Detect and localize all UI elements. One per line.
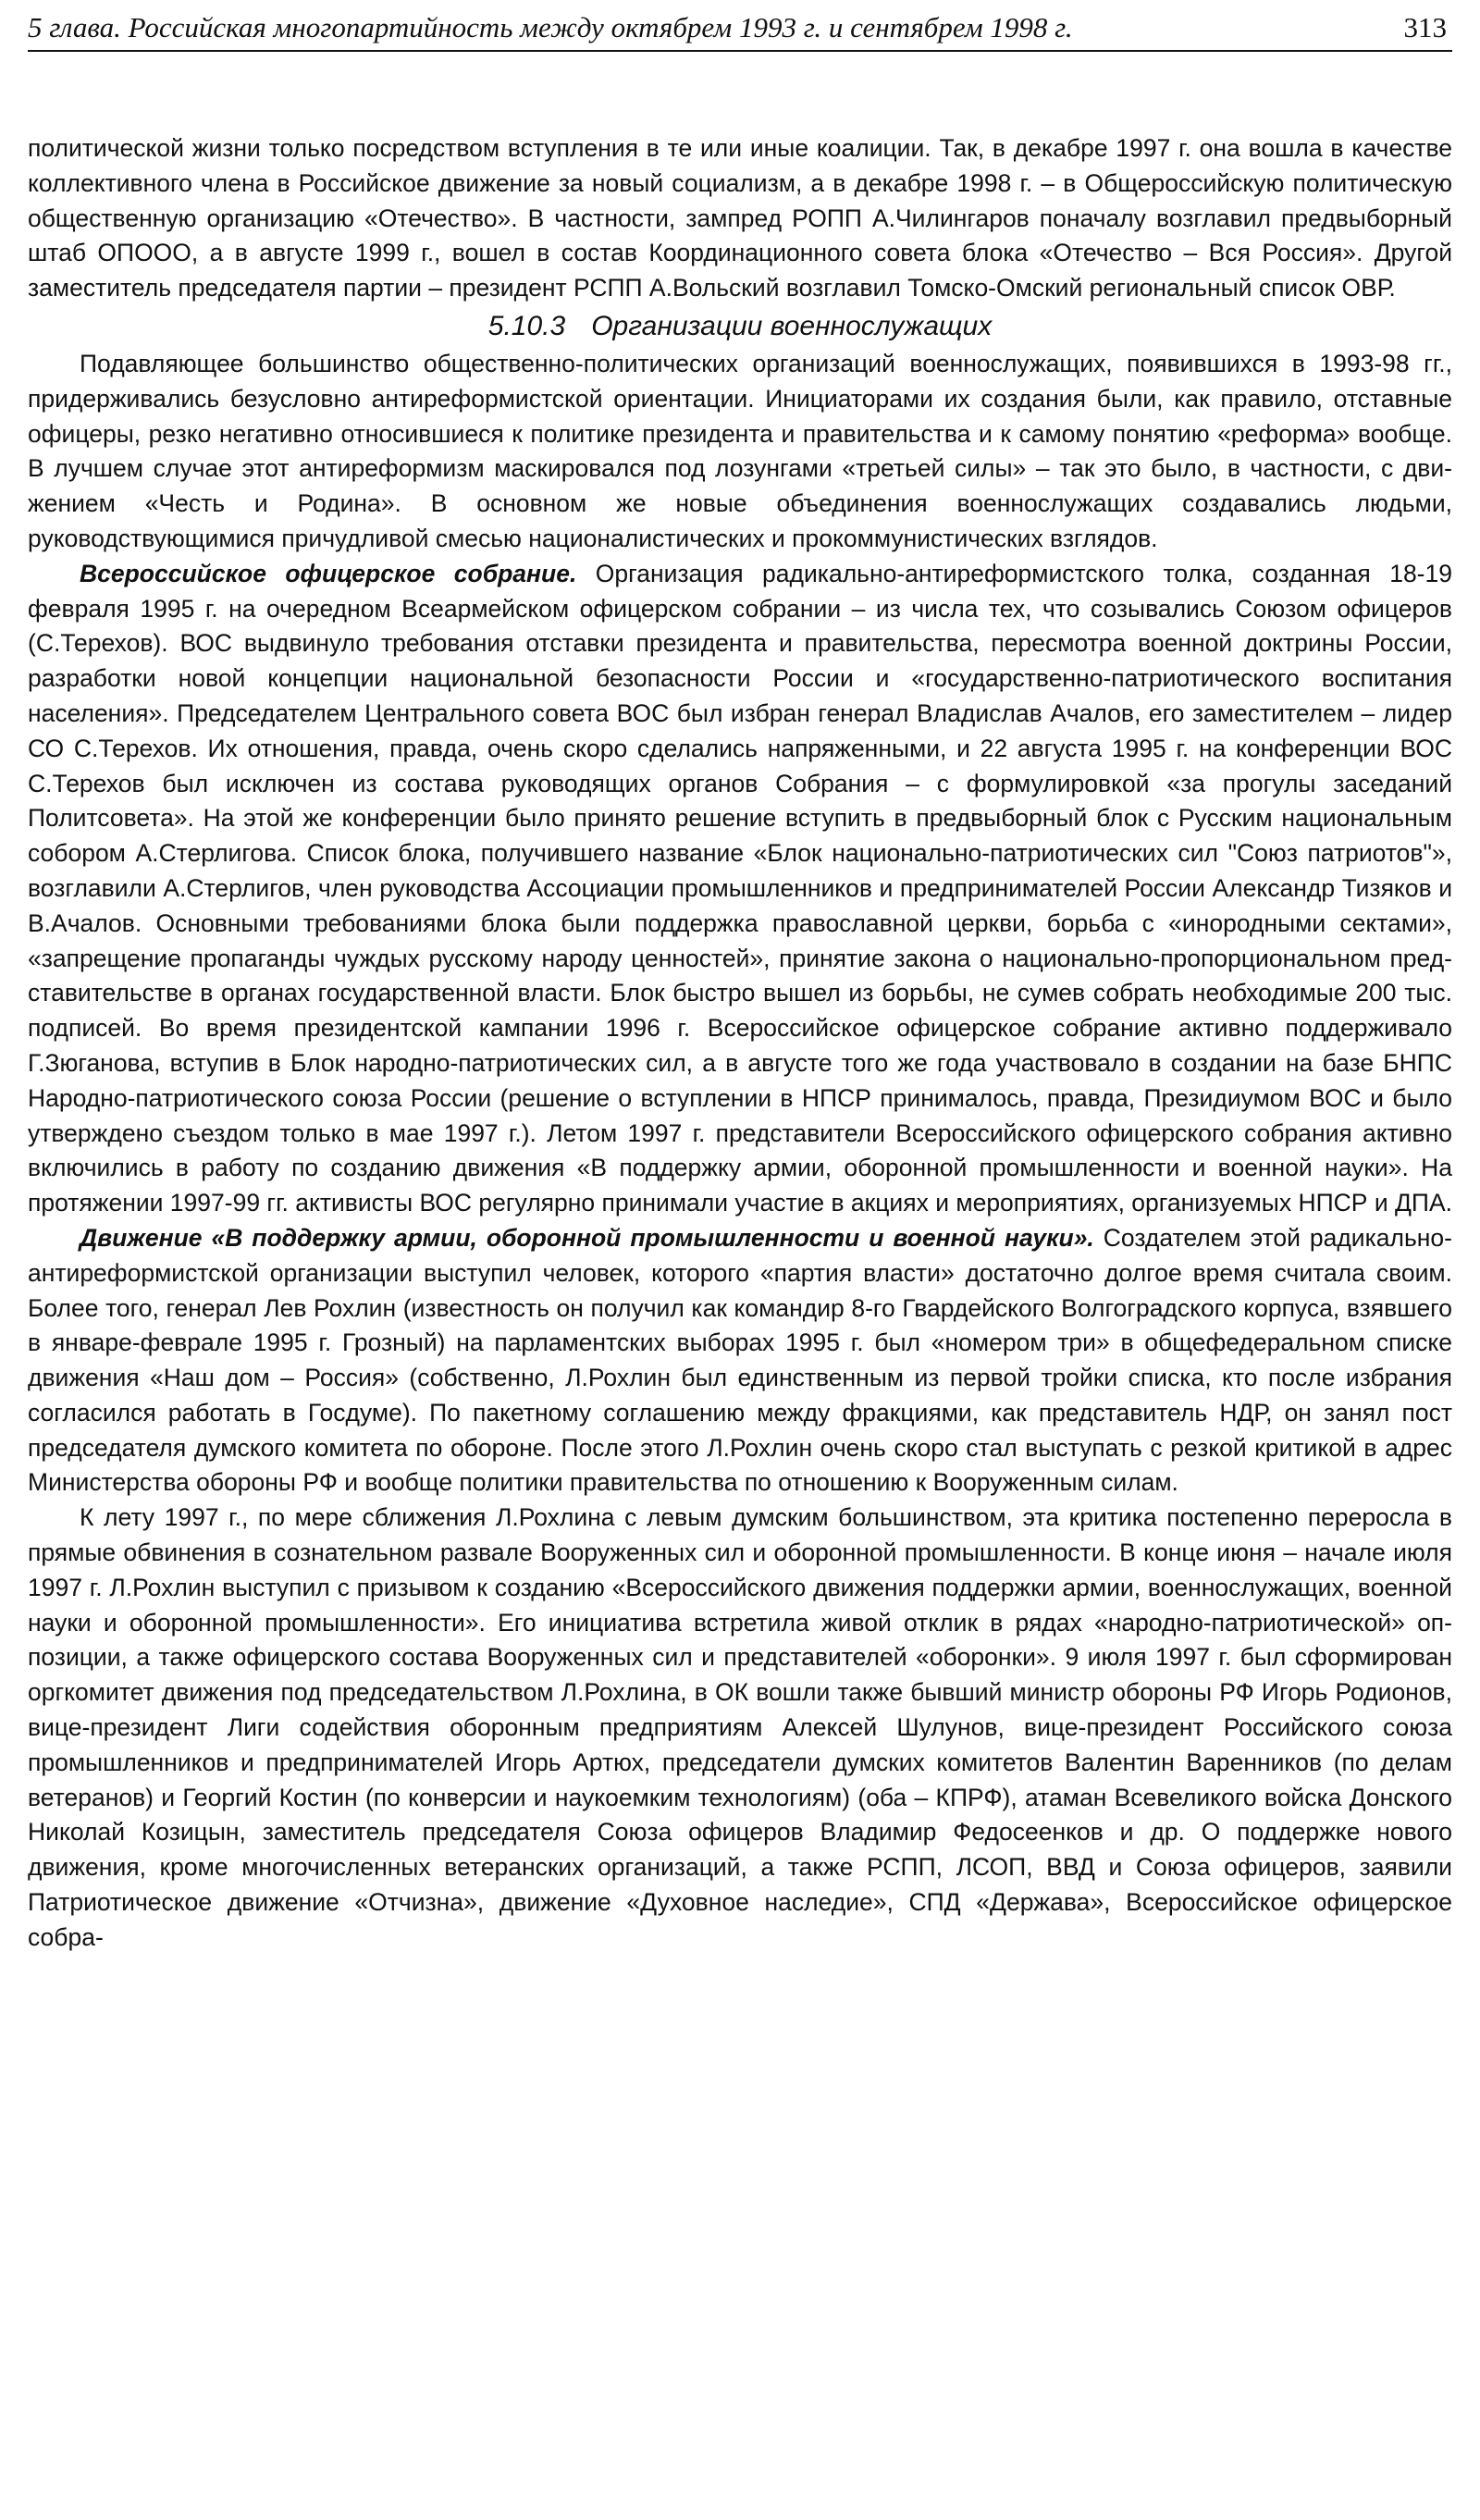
running-head <box>28 6 1452 52</box>
body-text <box>28 131 1452 1956</box>
paragraph-dpa <box>28 1221 1452 1501</box>
paragraph-continuation: политической жизни только посредством вступления в те или иные коалиции. Так, в декабре 1997 г. она вошла в качестве коллективного члена в Российское движение за новый социализм, а в декабре 1998 г. – в Общероссийскую политическую общественную организацию «Отечество». В частности, зампред РОПП А.Чилингаров поначалу возглавил предвыборный штаб ОПООО, а в августе 1999 г., вошел в состав Координационного совета блока «Отечество – Вся Россия». Другой заместитель председателя партии – президент РСПП А.Вольский возглавил Томско-Омский региональный список ОВР. <box>28 134 1452 303</box>
section-number: 5.10.3 <box>487 310 566 341</box>
paragraph-dpa-lead: Движение «В поддержку армии, оборонной промышленности и военной науки». <box>80 1223 1094 1252</box>
running-head-title: 5 глава. Российская многопартийность между октябрем 1993 г. и сентябрем 1998 г. <box>28 11 1073 43</box>
section-heading <box>28 306 1452 347</box>
paragraph-intro: Подавляющее большинство общественно-политических организаций военнослужащих, появившихся в 1993-98 гг., придерживались безусловно антиреформистской ориентации. Инициаторами их создания были, как правило, отставные офицеры, резко негативно относившиеся к политике президента и правительства и к самому понятию «реформа» вообще. В лучшем случае этот антиреформизм маскировался под лозунгами «третьей силы» – так это было, в частности, с движением «Честь и Родина». В основном же новые объединения военнослужащих создавались людьми, руководствующимися причудливой смесью националистических и прокоммунистических взглядов. <box>28 349 1452 552</box>
section-title: Организации военнослужащих <box>591 310 993 341</box>
paragraph-dpa-text: Создателем этой радикально-антиреформистской организации выступил человек, которого «партия власти» достаточно долгое время считала своим. Более того, генерал Лев Рохлин (известность он получил как командир 8-го Гвардейского Волгоградского корпуса, взявшего в январе-феврале 1995 г. Грозный) на парламентских выборах 1995 г. был «номером три» в общефедеральном списке движения «Наш дом – Россия» (собственно, Л.Рохлин был единственным из первой тройки списка, кто после избрания согласился работать в Госдуме). По пакетному соглашению между фракциями, как представитель НДР, он занял пост председателя думского комитета по обороне. После этого Л.Рохлин очень скоро стал выступать с резкой критикой в адрес Министерства обороны РФ и вообще политики правительства по отношению к Вооруженным силам. <box>28 1223 1452 1497</box>
page-number: 313 <box>1403 11 1447 43</box>
paragraph-vos-lead: Всероссийское офицерское собрание. <box>80 559 577 587</box>
paragraph-rokhlin: К лету 1997 г., по мере сближения Л.Рохлина с левым думским большинством, эта критика постепенно переросла в прямые обвинения в сознательном развале Вооруженных сил и оборонной промышленности. В конце июня – начале июля 1997 г. Л.Рохлин выступил с призывом к созданию «Всероссийского движения поддержки армии, военнослужащих, военной науки и оборонной промышленности». Его инициатива встретила живой отклик в рядах «народно-патриотической» оппозиции, а также офицерского состава Вооруженных сил и представителей «оборонки». 9 июля 1997 г. был сформирован оргкомитет движения под председательством Л.Рохлина, в ОК вошли также бывший министр обороны РФ Игорь Родионов, вице-президент Лиги содействия оборонным предприятиям Алексей Шулунов, вице-президент Российского союза промышленников и предпринимателей Игорь Артюх, председатели думских комитетов Валентин Варенников (по делам ветеранов) и Георгий Костин (по конверсии и наукоемким технологиям) (оба – КПРФ), атаман Всевеликого войска Донского Николай Козицын, заместитель председателя Союза офицеров Владимир Федосеенков и др. О поддержке нового движения, кроме многочисленных ветеранских организаций, а также РСПП, ЛСОП, ВВД и Союза офицеров, заявили Патриотическое движение «Отчизна», движение «Духовное наследие», СПД «Держава», Всероссийское офицерское собра- <box>28 1503 1452 1951</box>
paragraph-vos <box>28 557 1452 1221</box>
book-page <box>28 0 1452 2520</box>
paragraph-vos-text: Организация радикально-антиреформистского толка, созданная 18-19 февраля 1995 г. на очередном Всеармейском офицерском собрании – из числа тех, что созывались Союзом офицеров (С.Терехов). ВОС выдвинуло требования отставки президента и правительства, пересмотра военной доктрины России, разработки новой концепции национальной безопасности России и «государственно-патриотического воспитания населения». Председателем Центрального совета ВОС был избран генерал Владислав Ачалов, его заместителем – лидер СО С.Терехов. Их отношения, правда, очень скоро сделались напряженными, и 22 августа 1995 г. на конференции ВОС С.Терехов был исключен из состава руководящих органов Собрания – с формулировкой «за прогулы заседаний Политсовета». На этой же конференции было принято решение вступить в предвыборный блок с Русским национальным собором А.Стерлигова. Список блока, получившего название «Блок национально-патриотических сил "Союз патриотов"», возглавили А.Стерлигов, член руководства Ассоциации промышленников и предпринимателей России Александр Тизяков и В.Ачалов. Основными требованиями блока были поддержка православной церкви, борьба с «инородными сектами», «запрещение пропаганды чуждых русскому народу ценностей», принятие закона о национально-пропорциональном представительстве в органах государственной власти. Блок быстро вышел из борьбы, не сумев собрать необходимые 200 тыс. подписей. Во время президентской кампании 1996 г. Всероссийское офицерское собрание активно поддерживало Г.Зюганова, вступив в Блок народно-патриотических сил, а в августе того же года участвовало в создании на базе БНПС Народно-патриотического союза России (решение о вступлении в НПСР принималось, правда, Президиумом ВОС и было утверждено съездом только в мае 1997 г.). Летом 1997 г. представители Всероссийского офицерского собрания активно включились в работу по созданию движения «В поддержку армии, оборонной промышленности и военной науки». На протяжении 1997-99 гг. активисты ВОС регулярно принимали участие в акциях и мероприятиях, организуемых НПСР и ДПА. <box>28 559 1453 1217</box>
